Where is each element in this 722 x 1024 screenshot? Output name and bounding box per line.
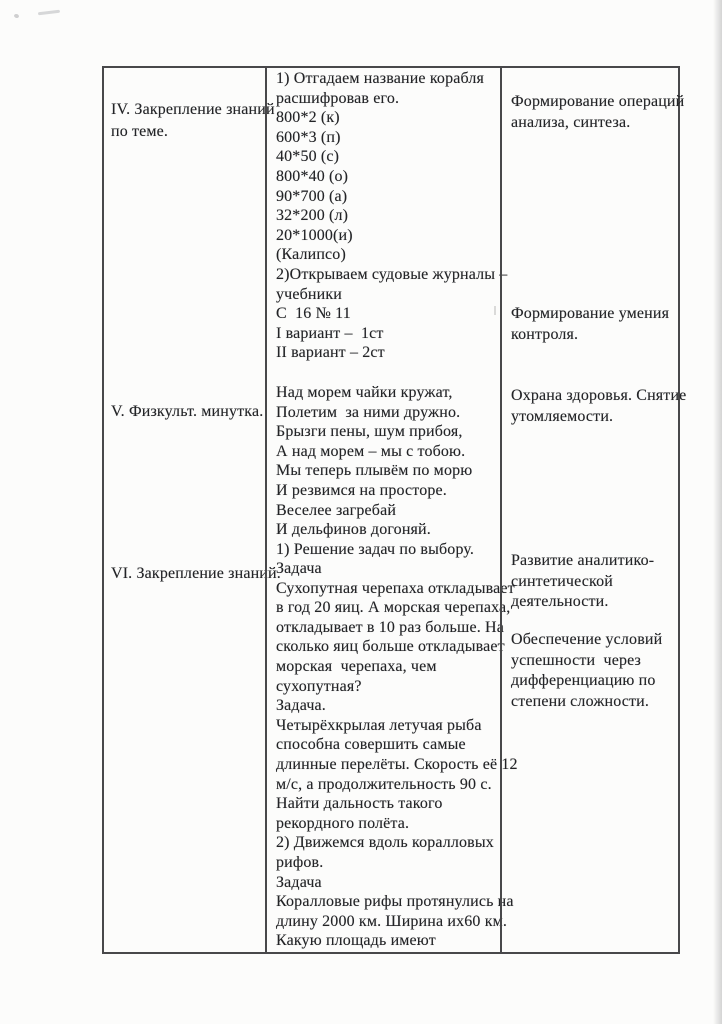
- text-line: 2)Открываем судовые журналы –: [276, 265, 508, 283]
- text-line: 800*40 (о): [276, 167, 349, 185]
- text-line: Над морем чайки кружат,: [276, 384, 453, 401]
- content-word-problems: [276, 559, 518, 951]
- text-line: длинные перелёты. Скорость её 12: [276, 755, 518, 773]
- content-column: [265, 68, 518, 952]
- text-line: анализа, синтеза.: [511, 113, 631, 131]
- text-line: Веселее загребай: [276, 501, 397, 519]
- text-line: морская черепаха, чем: [276, 657, 437, 675]
- stage-column: [104, 68, 281, 952]
- text-line: I вариант – 1ст: [276, 324, 384, 342]
- text-line: Мы теперь плывём по морю: [276, 462, 473, 480]
- text-line: рекордного полёта.: [276, 814, 410, 832]
- text-line: длину 2000 км. Ширина их60 км.: [276, 912, 508, 930]
- text-line: 40*50 (с): [276, 148, 340, 166]
- goal-success-conditions: [511, 630, 676, 712]
- text-line: по теме.: [111, 123, 169, 140]
- text-line: Коралловые рифы протянулись на: [276, 893, 514, 911]
- text-line: Задача: [276, 873, 322, 891]
- text-line: Задача: [276, 560, 322, 577]
- goals-column: [500, 68, 687, 952]
- stage-label-iv: [111, 99, 275, 143]
- content-ship-decoding: [276, 69, 508, 363]
- pencil-mark-dash: [38, 10, 60, 16]
- text-line: V. Физкульт. минутка.: [111, 403, 264, 420]
- text-line: Охрана здоровья. Снятие: [511, 387, 687, 404]
- text-line: 1) Решение задач по выбору.: [276, 540, 475, 558]
- stage-label-vi: [111, 563, 281, 585]
- goal-control-skill: [511, 304, 676, 345]
- goal-analysis-synthesis: [511, 92, 685, 133]
- text-line: степени сложности.: [511, 692, 650, 710]
- text-line: учебники: [276, 285, 342, 303]
- text-line: сколько яиц больше откладывает: [276, 638, 505, 656]
- text-line: С 16 № 11: [276, 305, 351, 323]
- text-line: способна совершить самые: [276, 736, 466, 754]
- text-line: Четырёхкрылая летучая рыба: [276, 716, 482, 734]
- text-line: Полетим за ними дружно.: [276, 403, 461, 421]
- content-physical-minute-poem: [276, 383, 498, 559]
- text-line: 2) Движемся вдоль коралловых: [276, 834, 494, 852]
- text-line: 20*1000(и): [276, 226, 353, 244]
- text-line: контроля.: [511, 325, 579, 343]
- text-line: А над морем – мы с тобою.: [276, 442, 466, 460]
- text-line: 600*3 (п): [276, 128, 341, 146]
- text-line: Обеспечение условий: [511, 631, 663, 648]
- text-line: в год 20 яиц. А морская черепаха,: [276, 599, 511, 617]
- text-line: Найти дальность такого: [276, 795, 443, 813]
- text-line: Задача.: [276, 697, 326, 715]
- text-line: 90*700 (а): [276, 187, 348, 205]
- text-line: И дельфинов догоняй.: [276, 521, 431, 539]
- text-line: Формирование операций: [511, 93, 685, 110]
- text-line: VI. Закрепление знаний.: [111, 565, 281, 582]
- text-line: Формирование умения: [511, 305, 670, 322]
- text-line: Какую площадь имеют: [276, 932, 436, 950]
- text-line: Сухопутная черепаха откладывает: [276, 579, 515, 597]
- text-line: Развитие аналитико-: [511, 552, 655, 569]
- text-line: деятельности.: [511, 593, 609, 611]
- stage-label-v: [111, 401, 263, 423]
- text-line: утомляемости.: [511, 407, 614, 425]
- text-line: успешности через: [511, 651, 642, 669]
- text-line: сухопутная?: [276, 677, 362, 695]
- lesson-plan-table: [102, 66, 687, 954]
- goal-analytic-development: [511, 551, 676, 613]
- text-line: (Калипсо): [276, 246, 346, 264]
- text-line: дифференциацию по: [511, 672, 656, 690]
- text-line: рифов.: [276, 853, 324, 871]
- text-line: синтетической: [511, 572, 613, 590]
- scan-edge-shadow: [713, 0, 722, 1024]
- pencil-mark-dot: [14, 13, 20, 18]
- text-line: откладывает в 10 раз больше. На: [276, 618, 504, 636]
- goal-health-protection: [511, 386, 687, 427]
- text-line: IV. Закрепление знаний: [111, 101, 275, 118]
- text-line: 800*2 (к): [276, 109, 340, 127]
- text-line: расшифровав его.: [276, 89, 400, 107]
- text-line: 1) Отгадаем название корабля: [276, 70, 485, 87]
- text-line: И резвимся на просторе.: [276, 481, 447, 499]
- text-line: 32*200 (л): [276, 207, 349, 225]
- text-line: II вариант – 2ст: [276, 344, 385, 362]
- text-line: м/с, а продолжительность 90 с.: [276, 775, 492, 793]
- text-line: Брызги пены, шум прибоя,: [276, 423, 463, 441]
